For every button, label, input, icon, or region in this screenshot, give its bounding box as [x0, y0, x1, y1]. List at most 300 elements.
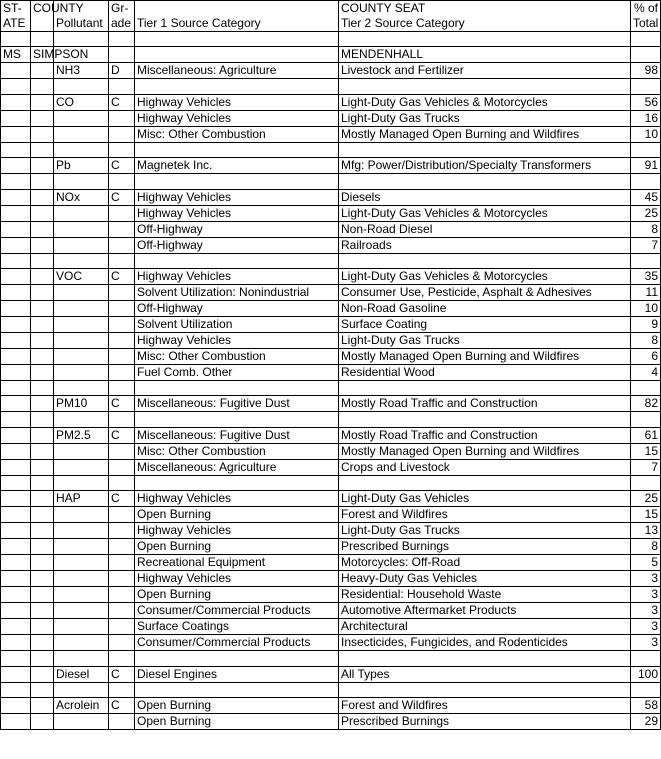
cell-county	[31, 142, 54, 157]
table-row	[1, 268, 661, 284]
table-row	[1, 63, 661, 79]
cell-tier1: Magnetek Inc.	[135, 158, 339, 174]
table-row	[1, 380, 661, 395]
cell-state	[1, 158, 31, 174]
cell-state	[1, 443, 31, 459]
table-row	[1, 189, 661, 205]
cell-tier1	[135, 682, 339, 697]
cell-county	[31, 284, 54, 300]
cell-tier2	[339, 253, 631, 268]
cell-grade: Gr-	[109, 1, 135, 17]
cell-percent	[631, 174, 661, 189]
cell-tier2: Light-Duty Gas Vehicles & Motorcycles	[339, 205, 631, 221]
cell-grade	[109, 380, 135, 395]
cell-state	[1, 523, 31, 539]
cell-tier1	[135, 47, 339, 63]
cell-pollutant	[54, 619, 109, 635]
cell-pollutant	[54, 284, 109, 300]
cell-county	[31, 635, 54, 651]
cell-tier1: Miscellaneous: Agriculture	[135, 63, 339, 79]
cell-percent	[631, 475, 661, 490]
cell-state	[1, 63, 31, 79]
cell-grade	[109, 412, 135, 427]
cell-tier2: Mostly Managed Open Burning and Wildfires	[339, 348, 631, 364]
cell-pollutant: Acrolein	[54, 697, 109, 713]
cell-county	[31, 268, 54, 284]
table-row	[1, 713, 661, 729]
cell-percent	[631, 412, 661, 427]
cell-tier1: Fuel Comb. Other	[135, 364, 339, 380]
cell-county	[31, 348, 54, 364]
header-row-2	[1, 16, 661, 32]
cell-grade	[109, 221, 135, 237]
cell-state	[1, 332, 31, 348]
cell-tier2: Mostly Managed Open Burning and Wildfires	[339, 443, 631, 459]
cell-state	[1, 651, 31, 666]
table-row	[1, 237, 661, 253]
cell-county	[31, 364, 54, 380]
cell-state	[1, 507, 31, 523]
table-row	[1, 666, 661, 682]
cell-county	[31, 237, 54, 253]
cell-tier1: Diesel Engines	[135, 666, 339, 682]
cell-tier1: Open Burning	[135, 697, 339, 713]
cell-pollutant	[54, 79, 109, 94]
cell-state	[1, 316, 31, 332]
cell-tier2	[339, 412, 631, 427]
cell-percent: 98	[631, 63, 661, 79]
cell-pollutant	[54, 300, 109, 316]
cell-percent	[631, 253, 661, 268]
cell-state	[1, 126, 31, 142]
cell-grade	[109, 539, 135, 555]
cell-tier2: Light-Duty Gas Trucks	[339, 110, 631, 126]
cell-pollutant: NOx	[54, 189, 109, 205]
cell-state	[1, 619, 31, 635]
cell-grade: C	[109, 427, 135, 443]
table-row	[1, 459, 661, 475]
cell-state	[1, 713, 31, 729]
cell-percent: 7	[631, 459, 661, 475]
cell-percent	[631, 142, 661, 157]
cell-tier1: Off-Highway	[135, 237, 339, 253]
cell-pollutant: CO	[54, 94, 109, 110]
cell-grade	[109, 507, 135, 523]
cell-tier2: Mostly Road Traffic and Construction	[339, 396, 631, 412]
cell-county	[31, 713, 54, 729]
cell-grade	[109, 332, 135, 348]
cell-tier1: Consumer/Commercial Products	[135, 635, 339, 651]
cell-percent	[631, 32, 661, 47]
cell-percent: % of	[631, 1, 661, 17]
cell-tier1: Open Burning	[135, 539, 339, 555]
cell-tier1: Misc: Other Combustion	[135, 126, 339, 142]
table-row	[1, 396, 661, 412]
cell-tier1: Open Burning	[135, 713, 339, 729]
cell-pollutant	[54, 412, 109, 427]
cell-tier2: Motorcycles: Off-Road	[339, 555, 631, 571]
cell-tier1: Surface Coatings	[135, 619, 339, 635]
cell-grade: D	[109, 63, 135, 79]
cell-tier2: Light-Duty Gas Trucks	[339, 332, 631, 348]
cell-tier2: Diesels	[339, 189, 631, 205]
table-row	[1, 619, 661, 635]
cell-tier2: Consumer Use, Pesticide, Asphalt & Adhesives	[339, 284, 631, 300]
cell-grade	[109, 110, 135, 126]
cell-tier2: Light-Duty Gas Vehicles	[339, 491, 631, 507]
cell-county	[31, 491, 54, 507]
cell-tier1: Solvent Utilization: Nonindustrial	[135, 284, 339, 300]
cell-tier1: Miscellaneous: Agriculture	[135, 459, 339, 475]
cell-state	[1, 697, 31, 713]
table-row	[1, 205, 661, 221]
cell-percent: 5	[631, 555, 661, 571]
cell-pollutant	[54, 316, 109, 332]
cell-tier2: Tier 2 Source Category	[339, 16, 631, 32]
cell-county	[31, 697, 54, 713]
header-row-1	[1, 1, 661, 17]
cell-state	[1, 427, 31, 443]
cell-state	[1, 635, 31, 651]
cell-tier1: Highway Vehicles	[135, 268, 339, 284]
cell-state: MS	[1, 47, 31, 63]
table-row	[1, 412, 661, 427]
cell-state	[1, 603, 31, 619]
table-row	[1, 94, 661, 110]
table-row	[1, 348, 661, 364]
cell-grade	[109, 174, 135, 189]
cell-state	[1, 682, 31, 697]
cell-percent	[631, 682, 661, 697]
cell-grade	[109, 651, 135, 666]
cell-tier1	[135, 380, 339, 395]
cell-pollutant: Diesel	[54, 666, 109, 682]
cell-county	[31, 32, 54, 47]
cell-percent	[631, 47, 661, 63]
cell-percent: 29	[631, 713, 661, 729]
cell-pollutant	[54, 142, 109, 157]
cell-state	[1, 94, 31, 110]
cell-county	[31, 332, 54, 348]
cell-percent: 3	[631, 603, 661, 619]
cell-county	[31, 63, 54, 79]
cell-county	[31, 221, 54, 237]
cell-tier1: Off-Highway	[135, 221, 339, 237]
cell-tier2	[339, 651, 631, 666]
cell-grade: C	[109, 94, 135, 110]
cell-county	[31, 300, 54, 316]
cell-state	[1, 32, 31, 47]
cell-tier1	[135, 142, 339, 157]
cell-tier2: Residential Wood	[339, 364, 631, 380]
cell-county	[31, 682, 54, 697]
cell-state	[1, 253, 31, 268]
cell-percent: 3	[631, 571, 661, 587]
cell-county	[31, 666, 54, 682]
cell-pollutant: Pb	[54, 158, 109, 174]
cell-pollutant	[54, 348, 109, 364]
cell-pollutant: Pollutant	[54, 16, 109, 32]
cell-percent: 10	[631, 126, 661, 142]
cell-state	[1, 539, 31, 555]
cell-tier2: Surface Coating	[339, 316, 631, 332]
cell-tier2: All Types	[339, 666, 631, 682]
cell-tier1: Misc: Other Combustion	[135, 443, 339, 459]
table-row	[1, 110, 661, 126]
cell-grade: C	[109, 268, 135, 284]
cell-tier1	[135, 651, 339, 666]
cell-percent: 15	[631, 443, 661, 459]
cell-tier2	[339, 32, 631, 47]
cell-grade	[109, 587, 135, 603]
cell-tier1: Off-Highway	[135, 300, 339, 316]
cell-grade	[109, 348, 135, 364]
cell-pollutant	[54, 205, 109, 221]
table-row	[1, 316, 661, 332]
cell-tier1	[135, 412, 339, 427]
cell-tier2: Forest and Wildfires	[339, 697, 631, 713]
cell-state	[1, 491, 31, 507]
cell-grade: C	[109, 158, 135, 174]
cell-percent: 6	[631, 348, 661, 364]
cell-state	[1, 205, 31, 221]
cell-pollutant	[54, 174, 109, 189]
cell-tier2: Railroads	[339, 237, 631, 253]
cell-tier2: Automotive Aftermarket Products	[339, 603, 631, 619]
cell-tier1	[135, 253, 339, 268]
cell-pollutant	[54, 539, 109, 555]
table-row	[1, 221, 661, 237]
cell-percent: 45	[631, 189, 661, 205]
cell-percent	[631, 651, 661, 666]
cell-percent: 8	[631, 332, 661, 348]
cell-pollutant: PM2.5	[54, 427, 109, 443]
cell-county	[31, 459, 54, 475]
cell-grade	[109, 443, 135, 459]
cell-state	[1, 284, 31, 300]
cell-county	[31, 316, 54, 332]
cell-pollutant	[54, 32, 109, 47]
cell-county	[31, 158, 54, 174]
cell-grade	[109, 316, 135, 332]
cell-state	[1, 396, 31, 412]
cell-pollutant: VOC	[54, 268, 109, 284]
cell-percent: 10	[631, 300, 661, 316]
cell-percent: 15	[631, 507, 661, 523]
cell-tier2	[339, 142, 631, 157]
cell-tier2	[339, 682, 631, 697]
cell-county	[31, 443, 54, 459]
cell-state	[1, 174, 31, 189]
cell-tier2	[339, 380, 631, 395]
cell-pollutant	[54, 523, 109, 539]
cell-county	[31, 651, 54, 666]
cell-state: ATE	[1, 16, 31, 32]
cell-tier2: Architectural	[339, 619, 631, 635]
cell-tier1: Misc: Other Combustion	[135, 348, 339, 364]
cell-tier2: Light-Duty Gas Trucks	[339, 523, 631, 539]
cell-pollutant	[54, 443, 109, 459]
cell-grade	[109, 682, 135, 697]
cell-county	[31, 523, 54, 539]
cell-percent: 3	[631, 619, 661, 635]
table-row	[1, 587, 661, 603]
cell-grade	[109, 253, 135, 268]
cell-county	[31, 205, 54, 221]
cell-state	[1, 300, 31, 316]
cell-pollutant	[54, 651, 109, 666]
cell-state	[1, 221, 31, 237]
cell-grade	[109, 571, 135, 587]
cell-grade	[109, 523, 135, 539]
cell-state	[1, 110, 31, 126]
cell-pollutant	[54, 221, 109, 237]
cell-pollutant	[54, 459, 109, 475]
cell-pollutant	[54, 126, 109, 142]
table-row	[1, 332, 661, 348]
cell-state	[1, 571, 31, 587]
cell-tier2: COUNTY SEAT	[339, 1, 631, 17]
cell-tier1: Open Burning	[135, 507, 339, 523]
cell-tier1: Highway Vehicles	[135, 491, 339, 507]
cell-state	[1, 587, 31, 603]
cell-percent: 35	[631, 268, 661, 284]
cell-tier2: Light-Duty Gas Vehicles & Motorcycles	[339, 268, 631, 284]
cell-tier2	[339, 475, 631, 490]
cell-county	[31, 110, 54, 126]
cell-state	[1, 142, 31, 157]
cell-percent: 25	[631, 205, 661, 221]
cell-tier2: Mostly Road Traffic and Construction	[339, 427, 631, 443]
cell-tier2: Light-Duty Gas Vehicles & Motorcycles	[339, 94, 631, 110]
cell-grade: C	[109, 666, 135, 682]
cell-grade	[109, 635, 135, 651]
cell-percent	[631, 79, 661, 94]
cell-percent: 16	[631, 110, 661, 126]
cell-grade	[109, 619, 135, 635]
cell-state	[1, 268, 31, 284]
cell-county	[31, 475, 54, 490]
cell-grade	[109, 475, 135, 490]
table-row	[1, 284, 661, 300]
cell-pollutant	[54, 110, 109, 126]
cell-tier1	[135, 475, 339, 490]
cell-county: COUNTY	[31, 1, 54, 17]
cell-county	[31, 79, 54, 94]
table-row	[1, 427, 661, 443]
cell-grade	[109, 32, 135, 47]
cell-pollutant	[54, 475, 109, 490]
cell-state	[1, 237, 31, 253]
cell-tier1	[135, 79, 339, 94]
cell-percent: 91	[631, 158, 661, 174]
cell-tier1: Highway Vehicles	[135, 205, 339, 221]
cell-tier1: Miscellaneous: Fugitive Dust	[135, 396, 339, 412]
cell-percent: 56	[631, 94, 661, 110]
cell-pollutant	[54, 237, 109, 253]
cell-percent: 8	[631, 221, 661, 237]
cell-grade	[109, 459, 135, 475]
cell-pollutant: NH3	[54, 63, 109, 79]
cell-state	[1, 79, 31, 94]
cell-tier1: Miscellaneous: Fugitive Dust	[135, 427, 339, 443]
table-row	[1, 507, 661, 523]
cell-pollutant	[54, 682, 109, 697]
table-row	[1, 253, 661, 268]
cell-pollutant: PM10	[54, 396, 109, 412]
table-row	[1, 603, 661, 619]
cell-grade	[109, 79, 135, 94]
table-row	[1, 523, 661, 539]
cell-state	[1, 412, 31, 427]
cell-county	[31, 427, 54, 443]
cell-grade	[109, 603, 135, 619]
cell-tier1: Highway Vehicles	[135, 523, 339, 539]
table-row	[1, 697, 661, 713]
table-row	[1, 491, 661, 507]
cell-tier1: Highway Vehicles	[135, 189, 339, 205]
cell-grade	[109, 47, 135, 63]
cell-pollutant	[54, 603, 109, 619]
cell-percent: 61	[631, 427, 661, 443]
cell-percent: 100	[631, 666, 661, 682]
cell-tier1: Highway Vehicles	[135, 571, 339, 587]
table-row	[1, 79, 661, 94]
cell-state	[1, 475, 31, 490]
cell-county	[31, 539, 54, 555]
table-row	[1, 475, 661, 490]
cell-tier2: Forest and Wildfires	[339, 507, 631, 523]
cell-state	[1, 459, 31, 475]
cell-pollutant	[54, 635, 109, 651]
cell-tier2: Residential: Household Waste	[339, 587, 631, 603]
cell-tier2: MENDENHALL	[339, 47, 631, 63]
cell-pollutant	[54, 587, 109, 603]
cell-county	[31, 412, 54, 427]
cell-county: SIMPSON	[31, 47, 54, 63]
table-row	[1, 651, 661, 666]
cell-tier1: Recreational Equipment	[135, 555, 339, 571]
cell-tier2	[339, 174, 631, 189]
cell-tier1	[135, 32, 339, 47]
cell-state	[1, 189, 31, 205]
cell-tier2: Insecticides, Fungicides, and Rodenticides	[339, 635, 631, 651]
table-row	[1, 682, 661, 697]
cell-percent: 25	[631, 491, 661, 507]
cell-county	[31, 253, 54, 268]
cell-tier1: Open Burning	[135, 587, 339, 603]
cell-tier1: Tier 1 Source Category	[135, 16, 339, 32]
cell-state	[1, 380, 31, 395]
cell-pollutant	[54, 364, 109, 380]
table-row	[1, 174, 661, 189]
cell-state	[1, 555, 31, 571]
cell-state	[1, 666, 31, 682]
cell-tier2: Non-Road Gasoline	[339, 300, 631, 316]
cell-pollutant	[54, 571, 109, 587]
cell-tier2	[339, 79, 631, 94]
cell-tier1: Highway Vehicles	[135, 110, 339, 126]
cell-state	[1, 348, 31, 364]
cell-county	[31, 587, 54, 603]
cell-tier2: Prescribed Burnings	[339, 713, 631, 729]
table-row	[1, 364, 661, 380]
cell-county	[31, 16, 54, 32]
cell-pollutant	[54, 507, 109, 523]
cell-tier2: Crops and Livestock	[339, 459, 631, 475]
cell-grade	[109, 126, 135, 142]
cell-grade	[109, 300, 135, 316]
